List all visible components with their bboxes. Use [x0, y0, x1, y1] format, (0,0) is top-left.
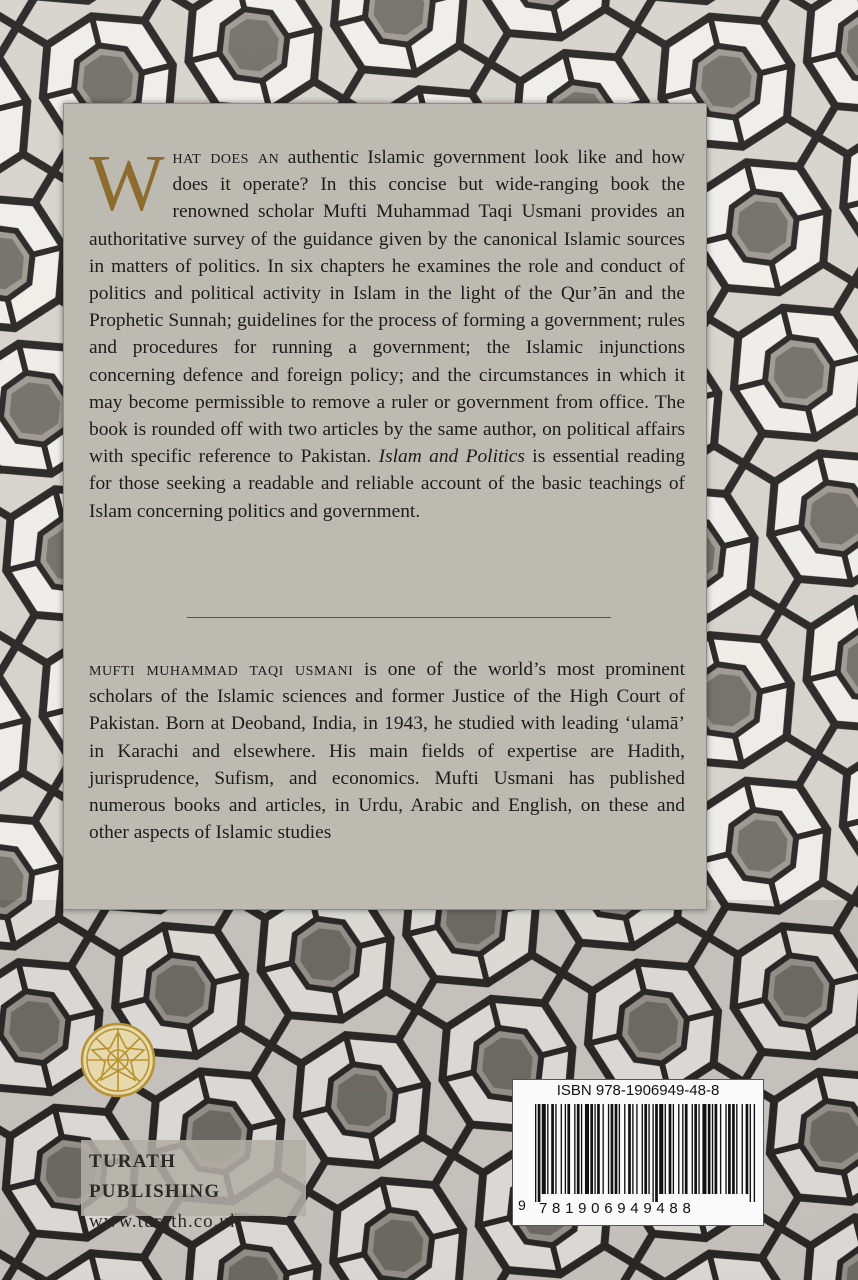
barcode-first-digit: 9 [518, 1197, 526, 1213]
barcode-icon [535, 1104, 757, 1202]
book-title-italic: Islam and Politics [378, 446, 525, 468]
blurb-lead: hat does an [172, 147, 280, 168]
drop-cap: W [89, 140, 165, 228]
book-blurb [89, 140, 685, 525]
gold-geometric-seal-icon [80, 1022, 156, 1098]
blurb-text-2: is essential reading for those seeking a readable and reliable account of the basic teachings of Islam concerning politics and government. [89, 446, 685, 522]
isbn-number: ISBN 978-1906949-48-8 [556, 1082, 720, 1099]
isbn-barcode-label [512, 1079, 764, 1226]
publisher-url[interactable]: www.turath.co.uk [89, 1211, 241, 1232]
text-panel [63, 103, 707, 910]
blurb-text-1: authentic Islamic government look like and how does it operate? In this concise but wide-ranging book the renowned scholar Mufti Muhammad Taqi Usmani provides an authoritative survey of the guidance given by the canonical Islamic sources in matters of politics. In six chapters he examines the role and conduct of politics and political activity in Islam in the light of the Qur’ān and the Prophetic Sunnah; guidelines for the process of forming a government; rules and procedures for running a government; the Islamic injunctions concerning defence and foreign policy; and the circumstances in which it may become permissible to remove a ruler or government from office. The book is rounded off with two articles by the same author, on political affairs with specific reference to Pakistan. [89, 147, 685, 468]
bio-text: is one of the world’s most prominent scholars of the Islamic sciences and former Justice of the High Court of Pakistan. Born at Deoband, India, in 1943, he studied with leading ‘ulamā’ in Karachi and elsewhere. His main fields of expertise are Hadith, jurisprudence, Sufism, and economics. Mufti Usmani has published numerous books and articles, in Urdu, Arabic and English, on these and other aspects of Islamic studies [89, 659, 685, 844]
publisher-name: TURATH PUBLISHING [89, 1151, 221, 1202]
author-name: mufti muhammad taqi usmani [89, 659, 354, 680]
publisher-block [81, 1140, 306, 1232]
author-bio [89, 656, 685, 846]
barcode-digits: 781906949488 [539, 1200, 696, 1217]
section-divider [187, 617, 611, 618]
